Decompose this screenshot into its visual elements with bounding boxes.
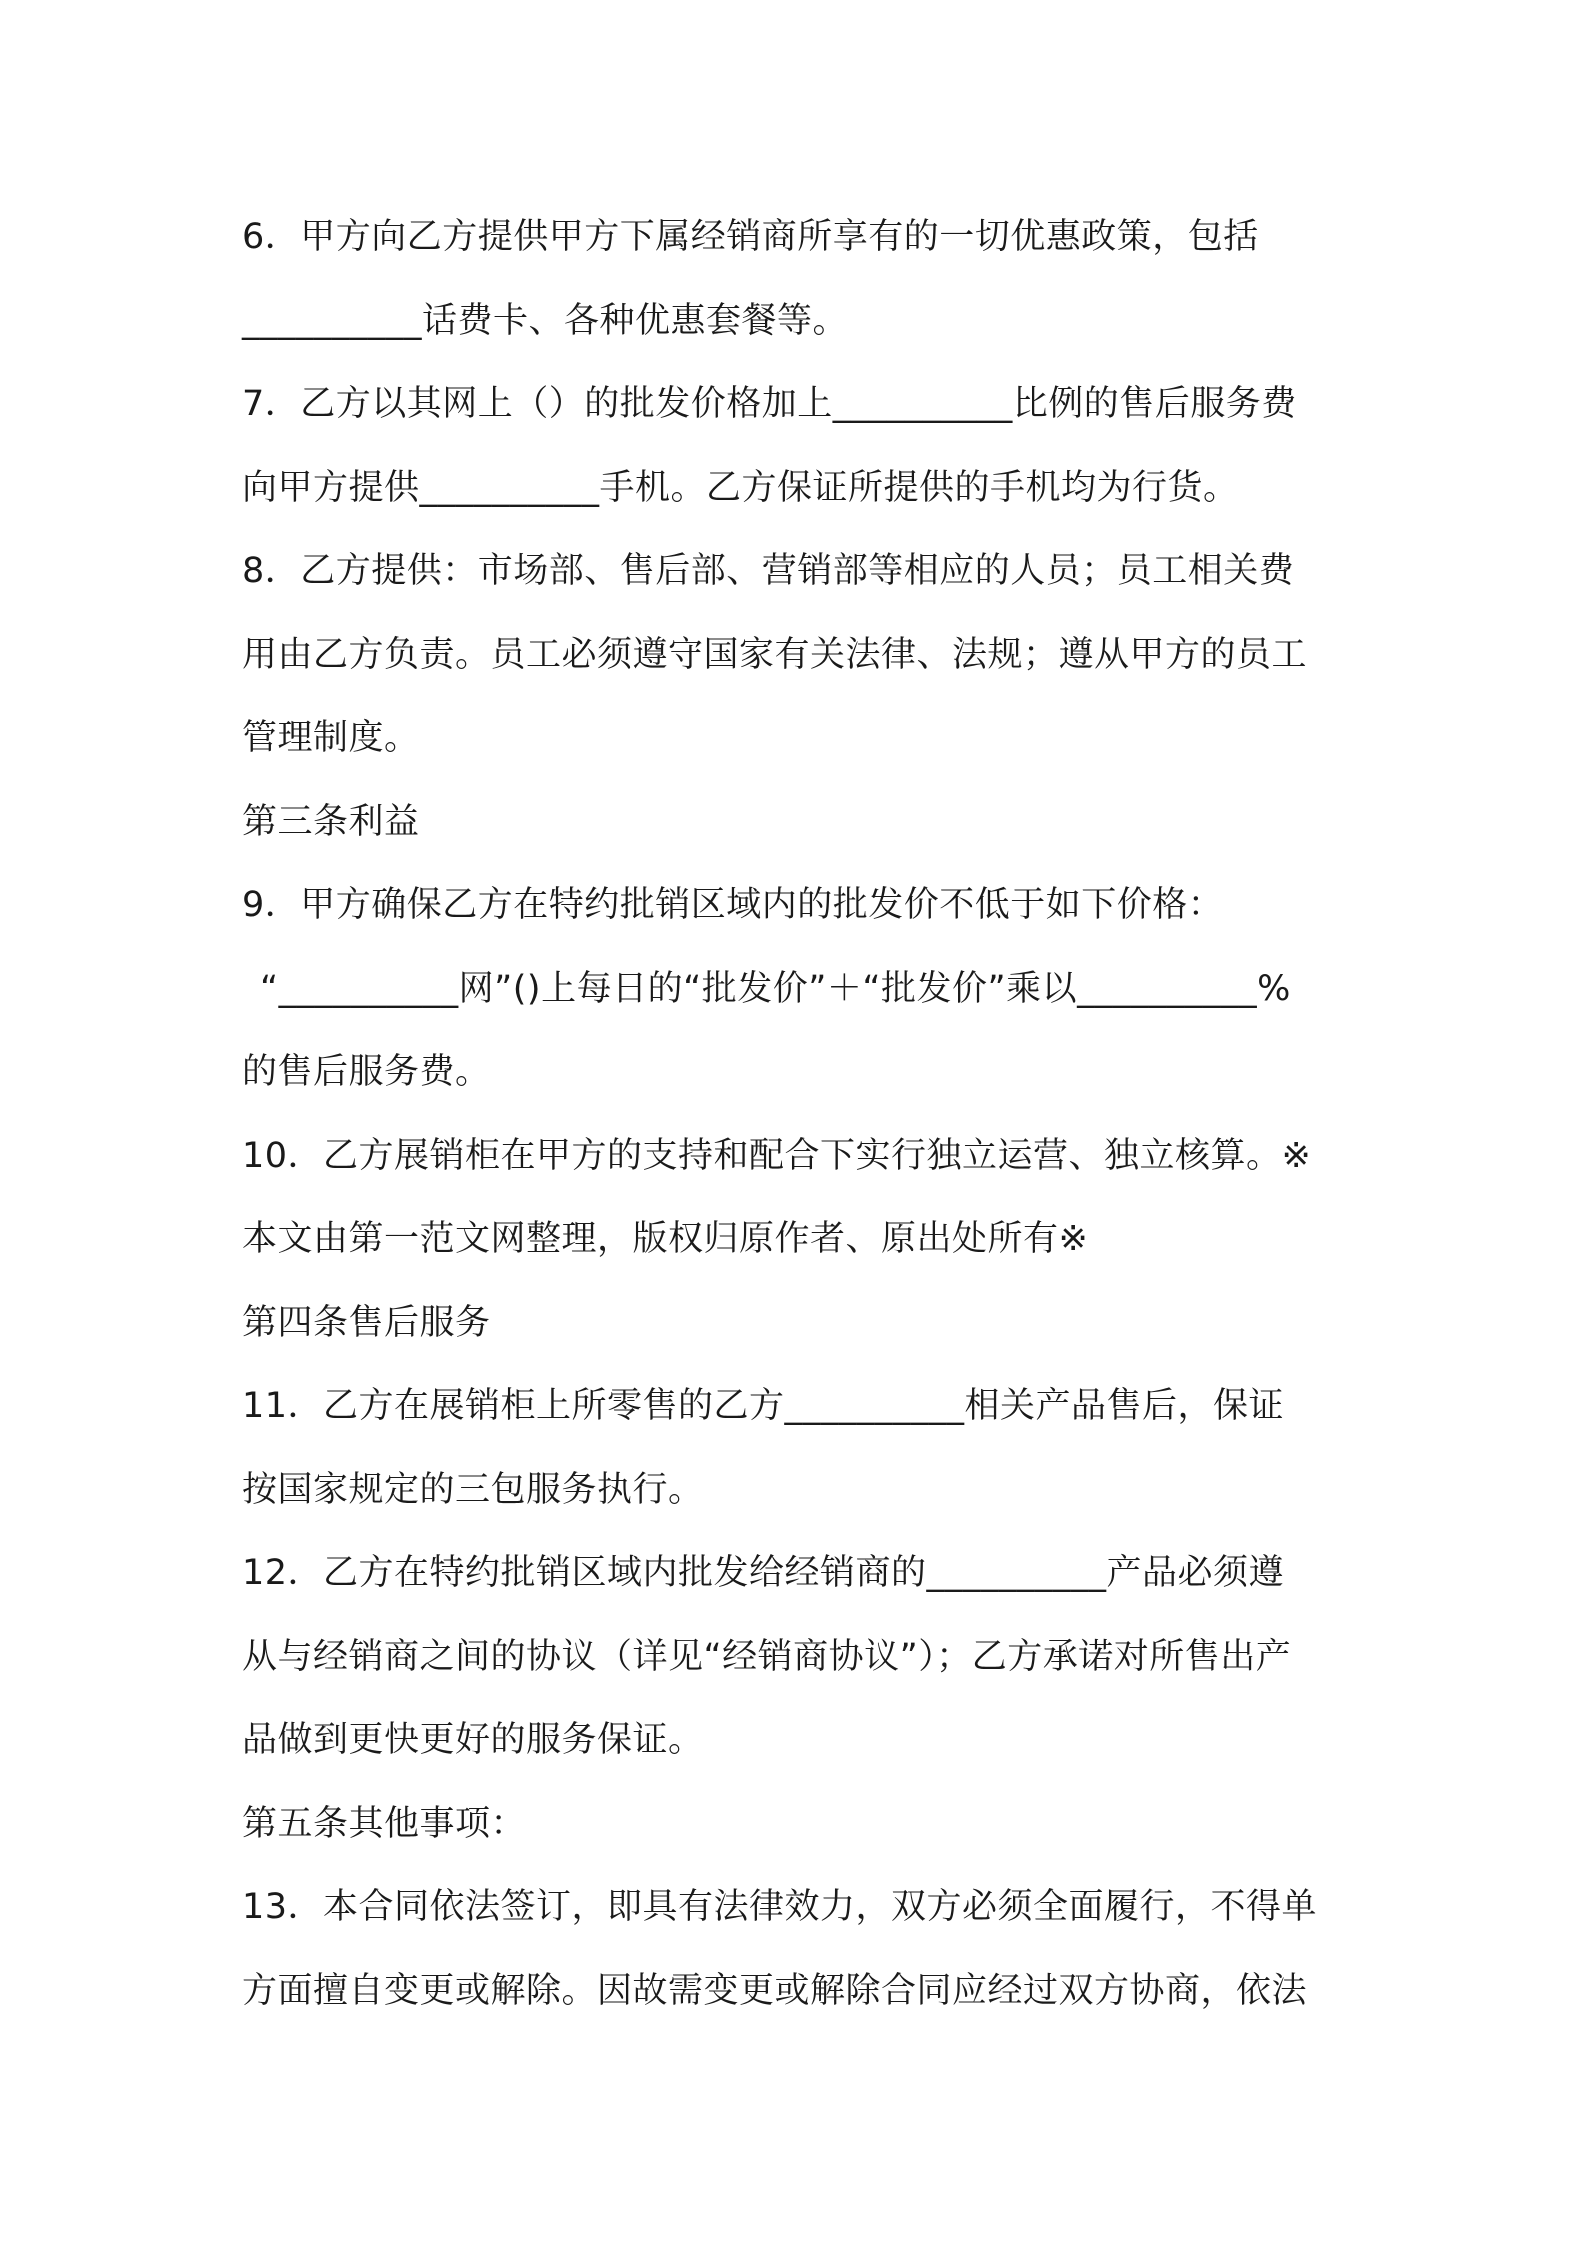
section-heading-3: 第三条利益 [242, 801, 420, 842]
clause-11-line-1: 11．乙方在展销柜上所零售的乙方__________相关产品售后，保证 [242, 1386, 1285, 1426]
clause-7-line-1: 7．乙方以其网上（）的批发价格加上__________比例的售后服务费 [242, 384, 1297, 424]
clause-10-line-2: 本文由第一范文网整理，版权归原作者、原出处所有※ [242, 1219, 1089, 1259]
clause-9-line-1: 9．甲方确保乙方在特约批销区域内的批发价不低于如下价格： [242, 885, 1224, 925]
section-heading-5: 第五条其他事项： [242, 1803, 527, 1844]
clause-8-line-2: 用由乙方负责。员工必须遵守国家有关法律、法规；遵从甲方的员工 [242, 634, 1308, 675]
clause-6-line-2: __________话费卡、各种优惠套餐等。 [242, 300, 849, 341]
section-heading-4: 第四条售后服务 [242, 1302, 491, 1343]
clause-9-line-3: 的售后服务费。 [242, 1052, 491, 1092]
clause-10-line-1: 10．乙方展销柜在甲方的支持和配合下实行独立运营、独立核算。※ [242, 1135, 1312, 1176]
clause-7-line-2: 向甲方提供__________手机。乙方保证所提供的手机均为行货。 [242, 467, 1239, 508]
clause-12-line-2: 从与经销商之间的协议（详见“经销商协议”）；乙方承诺对所售出产 [242, 1636, 1292, 1677]
clause-11-line-2: 按国家规定的三包服务执行。 [242, 1469, 704, 1510]
document-body [242, 196, 1357, 2033]
clause-6-line-1: 6．甲方向乙方提供甲方下属经销商所享有的一切优惠政策，包括 [242, 217, 1259, 257]
clause-8-line-1: 8．乙方提供：市场部、售后部、营销部等相应的人员；员工相关费 [242, 551, 1295, 591]
clause-12-line-1: 12．乙方在特约批销区域内批发给经销商的__________产品必须遵 [242, 1553, 1285, 1593]
clause-13-line-2: 方面擅自变更或解除。因故需变更或解除合同应经过双方协商，依法 [242, 1970, 1308, 2011]
clause-12-line-3: 品做到更快更好的服务保证。 [242, 1720, 704, 1760]
clause-8-line-3: 管理制度。 [242, 718, 420, 758]
clause-13-line-1: 13．本合同依法签订，即具有法律效力，双方必须全面履行，不得单 [242, 1887, 1318, 1927]
clause-9-line-2: “__________网”()上每日的“批发价”＋“批发价”乘以__________% [260, 968, 1291, 1009]
